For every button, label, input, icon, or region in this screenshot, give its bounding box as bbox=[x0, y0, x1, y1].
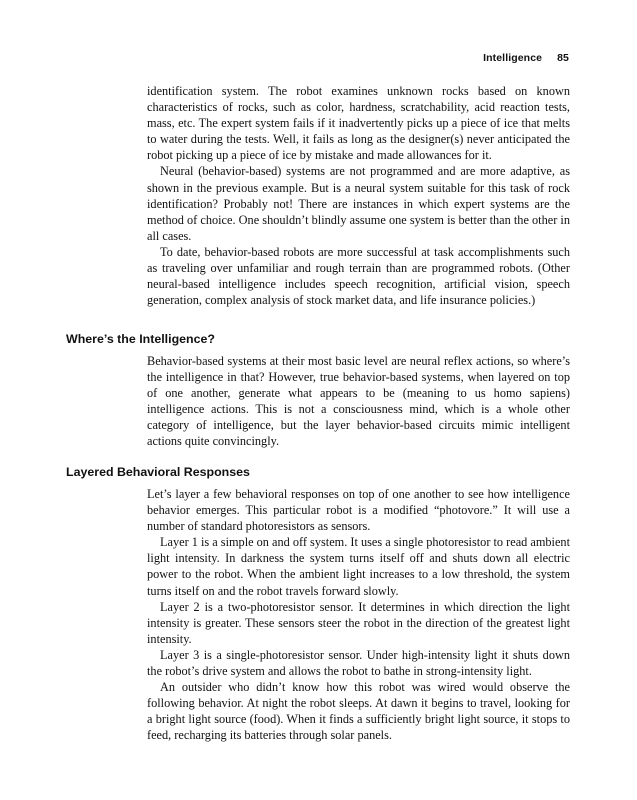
running-head bbox=[483, 52, 569, 64]
intro-text-block bbox=[147, 83, 570, 308]
page-number: 85 bbox=[557, 52, 569, 64]
running-head-title: Intelligence bbox=[483, 52, 543, 64]
paragraph: identification system. The robot examines unknown rocks based on known characteristics of rocks, such as color, hardness, scratchability, acid reaction tests, mass, etc. The expert system fails if it inadvertently picks up a piece of ice that melts to water during the tests. Well, it fails as long as the designer(s) never anticipated the robot picking up a piece of ice by mistake and made allowances for it. bbox=[147, 84, 570, 163]
paragraph: To date, behavior-based robots are more successful at task accomplishments such as traveling over unfamiliar and rough terrain than are programmed robots. (Other neural-based intelligence includes speech recognition, artificial vision, speech generation, complex analysis of stock market data, and life insurance policies.) bbox=[147, 244, 570, 308]
section-heading-layered-responses: Layered Behavioral Responses bbox=[66, 465, 250, 479]
paragraph: Neural (behavior-based) systems are not programmed and are more adaptive, as shown in the previous example. But is a neural system suitable for this task of rock identification? Probably not! There are instances in which expert systems are the method of choice. One shouldn’t blindly assume one system is better than the other in all cases. bbox=[147, 164, 570, 243]
paragraph: Behavior-based systems at their most basic level are neural reflex actions, so where’s the intelligence in that? However, true behavior-based systems, when layered on top of one another, generate what appears to be (meaning to us homo sapiens) intelligence actions. This is not a consciousness mind, which is a whole other category of intelligence, but the layer behavior-based circuits mimic intelligent actions quite convincingly. bbox=[147, 354, 570, 449]
paragraph: Layer 1 is a simple on and off system. It uses a single photoresistor to read ambient light intensity. In darkness the system turns itself off and shuts down all electric power to the robot. When the ambient light increases to a low threshold, the system turns itself on and the robot travels forward slowly. bbox=[147, 535, 570, 598]
paragraph: Layer 3 is a single-photoresistor sensor. Under high-intensity light it shuts down the robot’s drive system and allows the robot to bathe in strong-intensity light. bbox=[147, 647, 570, 679]
paragraph: Layer 2 is a two-photoresistor sensor. It determines in which direction the light intensity is greater. These sensors steer the robot in the direction of the greatest light intensity. bbox=[147, 599, 570, 646]
section-layered-responses-text bbox=[147, 486, 570, 744]
section-intelligence-text bbox=[147, 353, 570, 450]
paragraph: Let’s layer a few behavioral responses on top of one another to see how intelligence behavior emerges. This particular robot is a modified “photovore.” It will use a number of standard photoresistors as sensors. bbox=[147, 487, 570, 534]
paragraph: An outsider who didn’t know how this robot was wired would observe the following behavior. At night the robot sleeps. At dawn it begins to travel, looking for a bright light source (food). When it finds a sufficiently bright light source, it stops to feed, recharging its batteries through solar panels. bbox=[147, 680, 570, 743]
section-heading-intelligence: Where’s the Intelligence? bbox=[66, 332, 215, 346]
